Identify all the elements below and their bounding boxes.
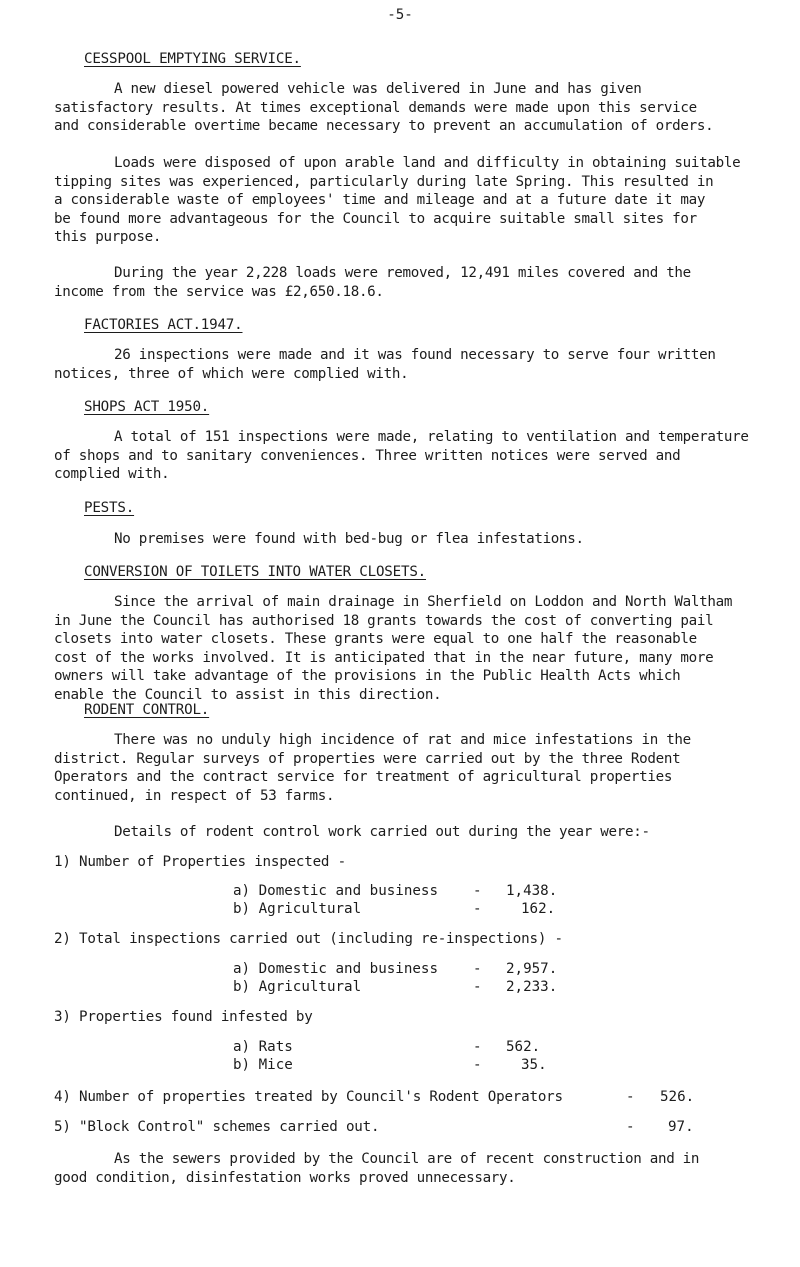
paragraph-rodent-2 [54,823,750,842]
rodent-item-1b-value: 162. [521,901,556,917]
text-line: cost of the works involved. It is anticipated that in the near future, many more [54,649,714,666]
heading-factories: FACTORIES ACT.1947. [84,317,243,333]
text-line: continued, in respect of 53 farms. [54,787,335,804]
text-line: Details of rodent control work carried out during the year were:- [114,824,650,840]
text-line: 26 inspections were made and it was found necessary to serve four written [114,347,716,363]
text-line: No premises were found with bed-bug or flea infestations. [114,531,584,547]
rodent-item-3a-label: a) Rats [233,1039,293,1055]
rodent-item-2a-label: a) Domestic and business [233,961,438,977]
text-line: Since the arrival of main drainage in Sherfield on Loddon and North Waltham [114,594,733,610]
text-line: During the year 2,228 loads were removed, 12,491 miles covered and the [114,265,691,281]
text-line: A total of 151 inspections were made, relating to ventilation and temperature [114,429,749,445]
paragraph-cesspool-2 [54,154,750,247]
rodent-item-3b-label: b) Mice [233,1057,293,1073]
rodent-item-2-label: 2) Total inspections carried out (including re-inspections) - [54,931,563,947]
rodent-item-4-label: 4) Number of properties treated by Council's Rodent Operators [54,1089,563,1105]
heading-cesspool: CESSPOOL EMPTYING SERVICE. [84,51,301,67]
dash-separator: - [473,901,482,917]
dash-separator: - [473,883,482,899]
text-line: this purpose. [54,229,162,245]
text-line: notices, three of which were complied with. [54,365,409,382]
rodent-item-2b-value: 2,233. [506,979,558,995]
text-line: A new diesel powered vehicle was delivered in June and has given [114,81,642,97]
paragraph-rodent-closing [54,1150,750,1187]
paragraph-shops [54,428,750,484]
text-line: enable the Council to assist in this direction. [54,686,442,703]
rodent-item-2b-label: b) Agricultural [233,979,362,995]
paragraph-pests [54,530,750,549]
text-line: a considerable waste of employees' time and mileage and at a future date it may [54,192,706,208]
heading-rodent: RODENT CONTROL. [84,702,210,718]
text-line: satisfactory results. At times exceptional demands were made upon this service [54,99,697,116]
text-line: income from the service was £2,650.18.6. [54,283,384,300]
text-line: of shops and to sanitary conveniences. Three written notices were served and [54,447,681,464]
heading-shops: SHOPS ACT 1950. [84,399,210,415]
rodent-item-3a-value: 562. [506,1039,541,1055]
dash-separator: - [473,1057,482,1073]
rodent-item-2a-value: 2,957. [506,961,558,977]
rodent-item-5-label: 5) "Block Control" schemes carried out. [54,1119,380,1135]
paragraph-rodent-1 [54,731,750,805]
rodent-item-1a-label: a) Domestic and business [233,883,438,899]
rodent-item-3-label: 3) Properties found infested by [54,1009,313,1025]
text-line: complied with. [54,466,170,482]
paragraph-cesspool-1 [54,80,750,136]
dash-separator: - [473,961,482,977]
text-line: and considerable overtime became necessary to prevent an accumulation of orders. [54,118,714,134]
dash-separator: - [473,979,482,995]
text-line: be found more advantageous for the Council to acquire suitable small sites for [54,210,697,227]
text-line: As the sewers provided by the Council are of recent construction and in [114,1151,700,1167]
text-line: owners will take advantage of the provisions in the Public Health Acts which [54,668,681,684]
text-line: good condition, disinfestation works proved unnecessary. [54,1169,516,1186]
dash-separator: - [473,1039,482,1055]
page-number: -5- [387,7,413,23]
text-line: There was no unduly high incidence of rat and mice infestations in the [114,732,691,748]
text-line: tipping sites was experienced, particularly during late Spring. This resulted in [54,173,714,190]
text-line: district. Regular surveys of properties were carried out by the three Rodent [54,750,681,767]
paragraph-conversion [54,593,750,704]
paragraph-factories [54,346,750,383]
rodent-item-5-value: 97. [668,1119,694,1135]
heading-pests: PESTS. [84,500,135,516]
rodent-item-1-label: 1) Number of Properties inspected - [54,854,346,870]
rodent-item-3b-value: 35. [521,1057,547,1073]
paragraph-cesspool-3 [54,264,750,301]
heading-conversion: CONVERSION OF TOILETS INTO WATER CLOSETS. [84,564,427,580]
rodent-item-1a-value: 1,438. [506,883,558,899]
dash-separator: - [626,1089,635,1105]
rodent-item-4-value: 526. [660,1089,695,1105]
text-line: in June the Council has authorised 18 grants towards the cost of converting pail [54,612,714,629]
text-line: Operators and the contract service for treatment of agricultural properties [54,769,673,785]
dash-separator: - [626,1119,635,1135]
rodent-item-1b-label: b) Agricultural [233,901,362,917]
text-line: Loads were disposed of upon arable land and difficulty in obtaining suitable [114,155,741,171]
text-line: closets into water closets. These grants were equal to one half the reasonable [54,631,697,647]
